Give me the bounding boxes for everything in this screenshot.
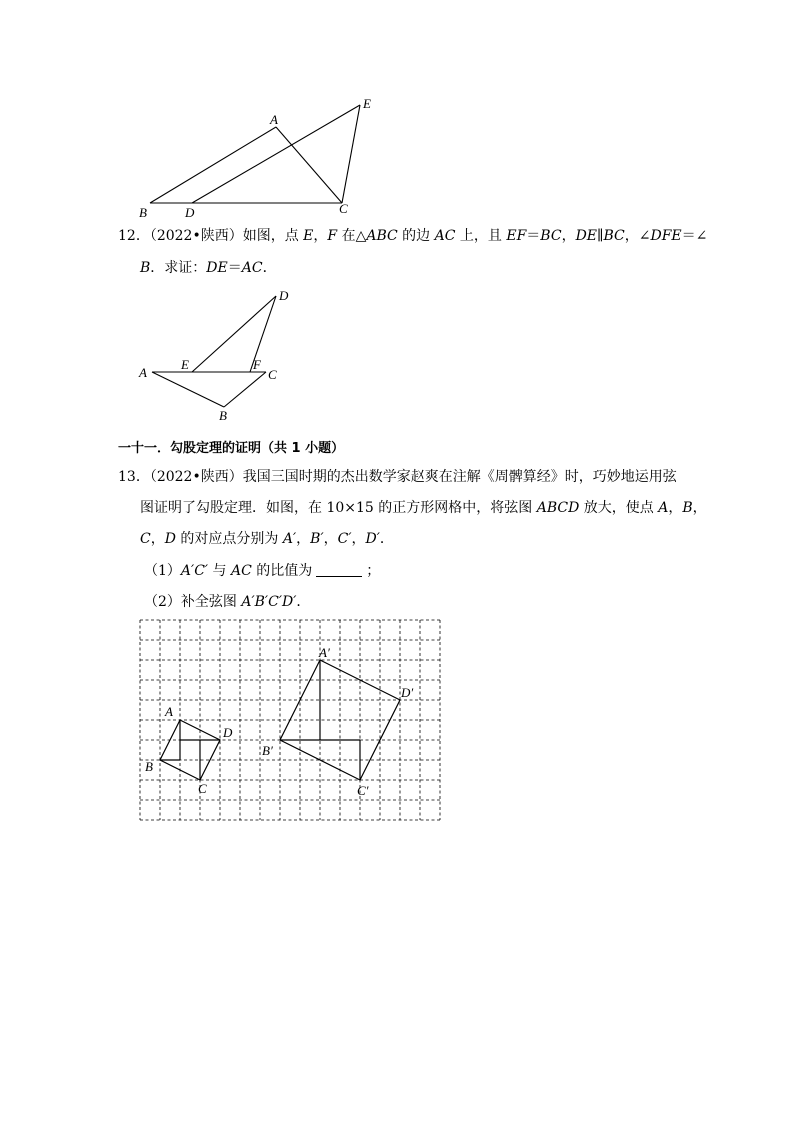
label-e: E	[363, 96, 371, 111]
q12-line2	[140, 258, 277, 278]
q12-text: ＝	[227, 260, 242, 276]
q12-text: 在△	[337, 228, 367, 244]
q12-text: ＝	[526, 228, 541, 244]
segment-bc	[224, 372, 266, 407]
label-c: C	[339, 201, 348, 216]
q13-var: B	[682, 500, 693, 516]
q12-var: AC	[434, 228, 456, 244]
q12-line1	[118, 226, 707, 246]
label-a: A	[270, 112, 278, 127]
label-d: D	[223, 725, 233, 740]
label-f: F	[253, 357, 261, 372]
q13-text: ，	[668, 500, 683, 516]
q12-source: （2022•陕西）	[149, 228, 243, 244]
q13-text: ．	[296, 594, 311, 610]
q12-text: ，∠	[624, 228, 651, 244]
q12-text: ．求证：	[150, 260, 207, 276]
q13-part2	[144, 592, 310, 612]
figure-grid	[130, 612, 450, 827]
figure-triangles-top	[130, 95, 390, 225]
q13-text: ，	[323, 531, 338, 547]
label-b: B	[145, 759, 153, 774]
q12-var: EF	[506, 228, 527, 244]
q12-var: DFE	[650, 228, 682, 244]
q12-text: 如图，点	[242, 228, 304, 244]
label-d-prime: D′	[401, 685, 414, 700]
label-d: D	[279, 288, 289, 303]
label-c: C	[268, 367, 277, 382]
q13-line3	[140, 529, 394, 549]
section-heading: 一十一．勾股定理的证明（共 1 小题）	[118, 441, 345, 456]
figure-q12	[130, 285, 300, 425]
q12-text: ，	[561, 228, 576, 244]
q13-text: （1）	[144, 563, 181, 579]
q13-text: 我国三国时期的杰出数学家赵爽在注解《周髀算经》时，巧妙地运用弦	[242, 469, 677, 485]
q12-var: AC	[241, 260, 263, 276]
q12-text: ，	[313, 228, 328, 244]
q12-var: DE	[575, 228, 598, 244]
q13-text: 的比值为	[251, 563, 313, 579]
q13-text: ，	[296, 531, 311, 547]
q12-number: 12．	[118, 228, 150, 244]
q13-var: ABCD	[536, 500, 580, 516]
label-a: A	[165, 704, 173, 719]
q13-var: A′B′C′D′	[241, 594, 297, 610]
label-b-prime: B′	[262, 743, 273, 758]
q13-text: ，	[351, 531, 366, 547]
q13-line1	[118, 467, 677, 487]
q12-var: E	[303, 228, 314, 244]
q13-text: 的对应点分别为	[175, 531, 283, 547]
label-e: E	[181, 357, 189, 372]
q13-number: 13．	[118, 469, 150, 485]
q13-var: AC	[231, 563, 252, 579]
q12-var: B	[140, 260, 151, 276]
segment-ab	[152, 372, 224, 407]
q13-var: C′	[337, 531, 352, 547]
q13-text: 放大，使点	[579, 500, 659, 516]
q13-var: A′	[282, 531, 297, 547]
q12-var: BC	[603, 228, 625, 244]
q13-var: B′	[310, 531, 324, 547]
label-b: B	[219, 408, 227, 423]
q13-var: A	[658, 500, 669, 516]
q13-var: C	[140, 531, 151, 547]
label-b: B	[139, 205, 147, 220]
q12-text: ．	[262, 260, 277, 276]
q13-text: ，	[692, 500, 707, 516]
q13-text: ；	[366, 563, 381, 579]
q12-text: ∥	[597, 228, 604, 244]
label-c-prime: C′	[357, 783, 369, 798]
q13-text: 与	[208, 563, 232, 579]
answer-blank[interactable]	[316, 562, 362, 577]
label-c: C	[198, 781, 207, 796]
q12-var: ABC	[366, 228, 398, 244]
label-a: A	[139, 365, 147, 380]
small-square-abcd	[160, 720, 220, 780]
q13-line2	[140, 498, 707, 518]
q12-var: BC	[540, 228, 562, 244]
q13-var: A′C′	[180, 563, 209, 579]
q12-text: 的边	[397, 228, 435, 244]
q13-text: ，	[150, 531, 165, 547]
q13-text: 图证明了勾股定理．如图，在 10×15 的正方形网格中，将弦图	[140, 500, 537, 516]
q12-var: DE	[206, 260, 228, 276]
q12-text: 上，且	[455, 228, 507, 244]
q13-var: D	[164, 531, 176, 547]
label-a-prime: A′	[319, 645, 330, 660]
q13-part1	[144, 561, 380, 581]
segment-ec	[342, 105, 360, 203]
q12-var: F	[327, 228, 338, 244]
q13-text: （2）补全弦图	[144, 594, 242, 610]
segment-ac	[276, 127, 342, 203]
label-d: D	[185, 205, 195, 220]
q13-source: （2022•陕西）	[149, 469, 243, 485]
q13-text: ．	[379, 531, 394, 547]
q13-var: D′	[365, 531, 380, 547]
q12-text: ＝∠	[681, 228, 708, 244]
